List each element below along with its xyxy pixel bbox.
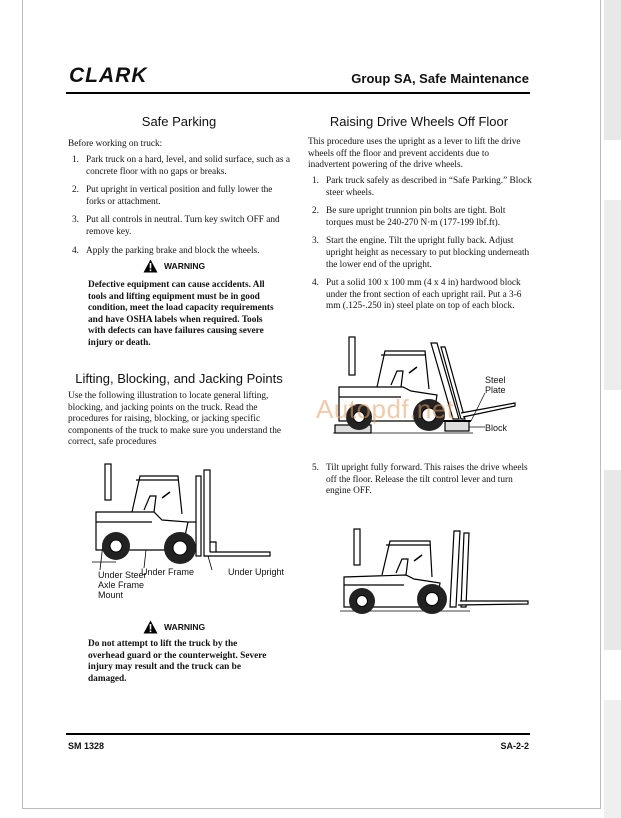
page-edge-strip bbox=[604, 0, 621, 818]
list-item: 2. Be sure upright trunnion pin bolts are tight. Bolt torques must be 240-270 N·m (177-199 lbf.ft). bbox=[312, 206, 506, 228]
list-item: 3. Start the engine. Tilt the upright fully back. Adjust upright height as necessary to put blocking underneath the lower end of the upright. bbox=[312, 236, 530, 270]
lifting-body: Use the following illustration to locate general lifting, blocking, and jacking points on the truck. Read the procedures for raising, blocking, or jacking specific components of the truck to make sure you understand the correct, safe procedures bbox=[68, 391, 281, 448]
raising-heading: Raising Drive Wheels Off Floor bbox=[329, 114, 509, 129]
footer-doc-number: SM 1328 bbox=[68, 741, 105, 751]
fig-label-steel-plate: Steel Plate bbox=[485, 375, 506, 395]
fig-label-block: Block bbox=[485, 423, 508, 433]
footer-rule bbox=[66, 733, 530, 735]
safe-parking-intro: Before working on truck: bbox=[68, 139, 163, 149]
safe-parking-steps bbox=[68, 155, 290, 264]
forklift-tilted-forward-illustration bbox=[340, 527, 530, 617]
fig-label-under-steer: Under Steer Axle Frame Mount bbox=[98, 570, 147, 600]
raising-intro: This procedure uses the upright as a lever to lift the drive wheels off the floor and prevent accidents due to inadvertent powering of the drive wheels. bbox=[308, 137, 521, 171]
fig-label-under-frame: Under Frame bbox=[141, 567, 195, 577]
warning-triangle-icon bbox=[143, 620, 158, 634]
raising-steps bbox=[308, 176, 532, 320]
warning-heading: WARNING bbox=[143, 620, 205, 634]
forklift-lifting-points-illustration bbox=[92, 462, 272, 572]
list-item: 5. Tilt upright fully forward. This raises the drive wheels off the floor. Release the tilt control lever and turn engine OFF. bbox=[312, 463, 528, 497]
list-item: 4. Apply the parking brake and block the wheels. bbox=[72, 245, 260, 256]
list-item: 2. Put upright in vertical position and fully lower the forks or attachment. bbox=[72, 185, 273, 207]
list-item: 1. Park truck safely as described in “Safe Parking.” Block steer wheels. bbox=[312, 176, 532, 198]
warning-heading: WARNING bbox=[143, 259, 205, 273]
clark-logo: CLARK bbox=[69, 64, 148, 87]
warning-text: Do not attempt to lift the truck by the overhead guard or the counterweight. Severe injury may result and the truck can be damaged. bbox=[88, 639, 267, 684]
watermark: Autopdf.net bbox=[316, 394, 455, 424]
list-item: 1. Park truck on a hard, level, and solid surface, such as a concrete floor with no gaps or breaks. bbox=[72, 155, 290, 177]
group-title: Group SA, Safe Maintenance bbox=[351, 71, 529, 86]
list-item: 3. Put all controls in neutral. Turn key switch OFF and remove key. bbox=[72, 215, 280, 237]
header-rule bbox=[66, 92, 530, 94]
safe-parking-heading: Safe Parking bbox=[141, 114, 217, 129]
lifting-heading: Lifting, Blocking, and Jacking Points bbox=[75, 371, 283, 386]
fig-label-under-upright: Under Upright bbox=[228, 567, 285, 577]
warning-text: Defective equipment can cause accidents. All tools and lifting equipment must be in good condition, meet the load capacity requirements and have OSHA labels when required. Tools with defects can have failures causing severe injury or death. bbox=[88, 280, 274, 348]
raising-step-5 bbox=[308, 463, 532, 505]
warning-triangle-icon bbox=[143, 259, 158, 273]
footer-page-number: SA-2-2 bbox=[500, 741, 529, 751]
list-item: 4. Put a solid 100 x 100 mm (4 x 4 in) hardwood block under the front section of each upright rail. Put a 3-6 mm (.125-.250 in) steel plate on top of each block. bbox=[312, 278, 522, 312]
